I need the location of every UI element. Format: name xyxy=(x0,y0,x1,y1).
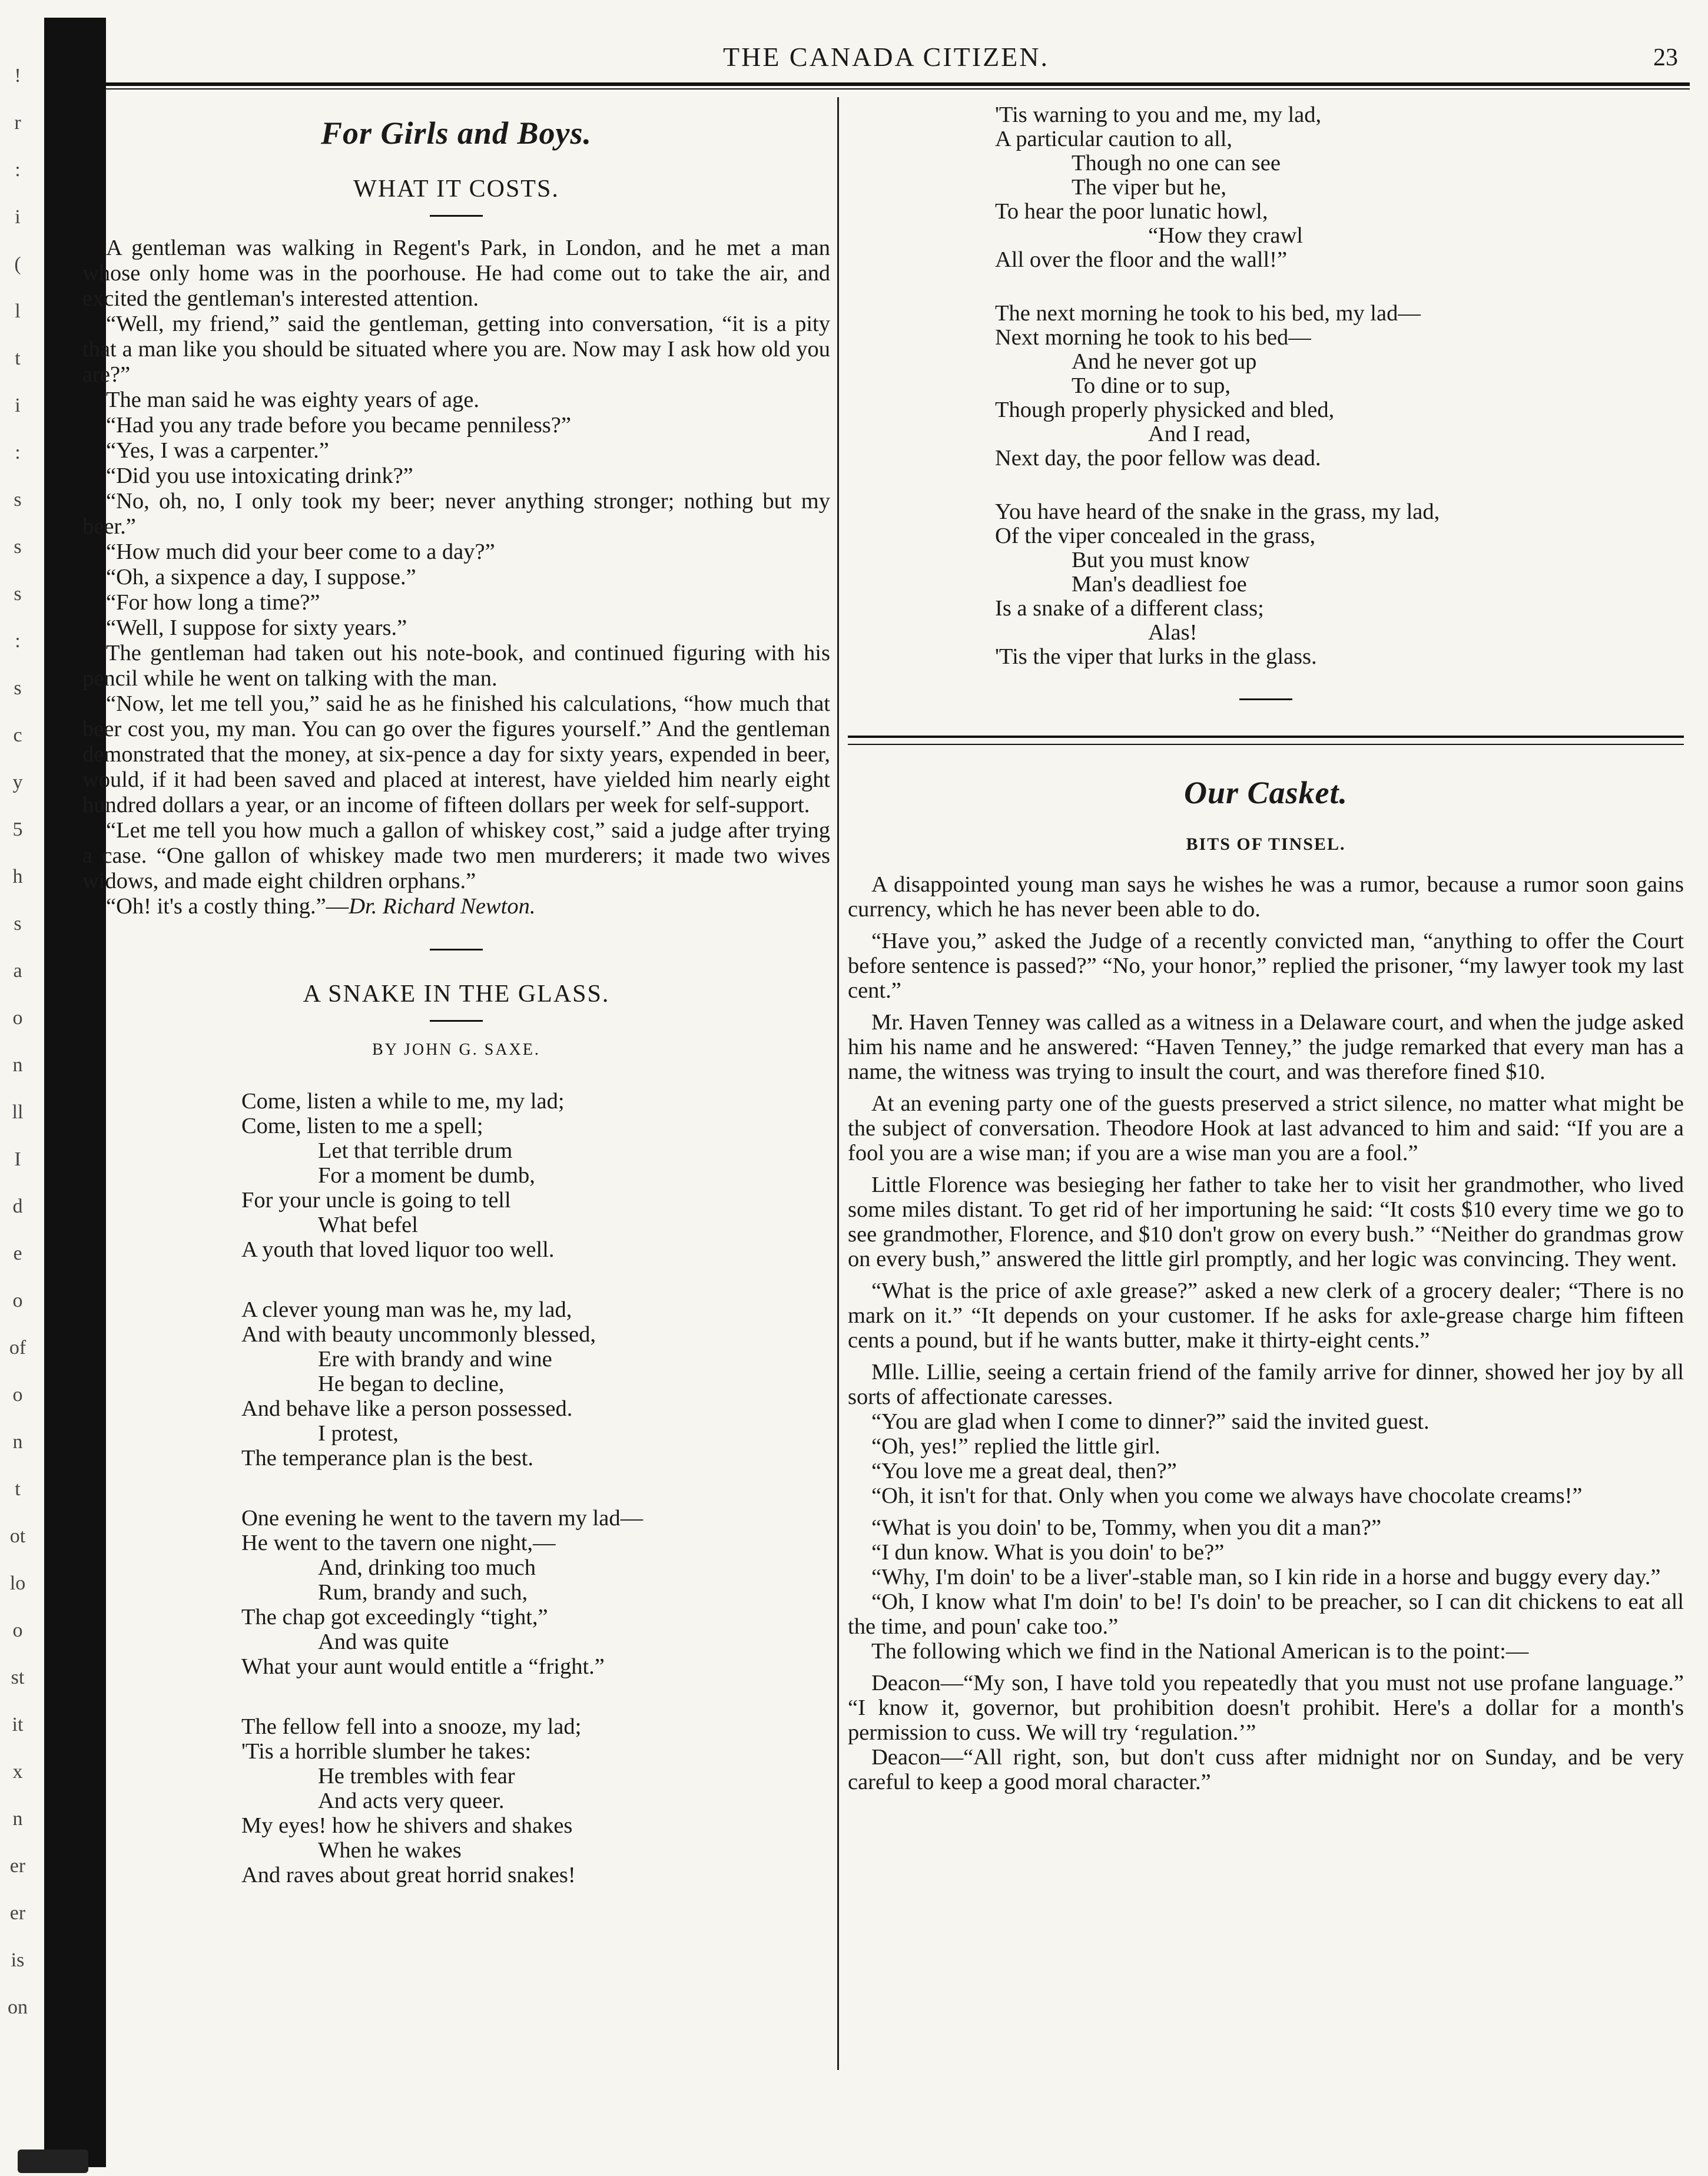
section-double-rule xyxy=(848,736,1684,745)
bleed-fragment: : xyxy=(15,442,21,463)
author-name: Dr. Richard Newton. xyxy=(349,894,536,919)
bleed-fragment: er xyxy=(9,1855,26,1877)
poem-line: Alas! xyxy=(1148,620,1198,645)
poem-stanza xyxy=(995,103,1684,272)
article-body-what-it-costs xyxy=(82,236,830,894)
title-rule xyxy=(430,1020,483,1022)
bleed-fragment: x xyxy=(12,1761,23,1783)
bleed-fragment: st xyxy=(11,1667,25,1688)
paragraph: Mlle. Lillie, seeing a certain friend of the family arrive for dinner, showed her joy by all sorts of affectionate caresses. xyxy=(848,1360,1684,1409)
paragraph: The following which we find in the National American is to the point:— xyxy=(871,1639,1529,1664)
paragraph: A gentleman was walking in Regent's Park, in London, and he met a man whose only home was in the poorhouse. He had come out to take the air, and excited the gentleman's interested attention. xyxy=(82,236,830,311)
poem-stanza xyxy=(995,500,1684,669)
paragraph: “No, oh, no, I only took my beer; never anything stronger; nothing but my beer.” xyxy=(82,489,830,539)
paragraph: “Yes, I was a carpenter.” xyxy=(106,438,329,463)
bleed-fragment: o xyxy=(12,1007,23,1029)
poem-line: For a moment be dumb, xyxy=(318,1163,535,1188)
poem-line: The chap got exceedingly “tight,” xyxy=(241,1605,548,1629)
poem-line: Though no one can see xyxy=(1072,151,1281,175)
paragraph: “Have you,” asked the Judge of a recently convicted man, “anything to offer the Court before sentence is passed?” “No, your honor,” replied the prisoner, “my lawyer took my last cent.” xyxy=(848,929,1684,1003)
ink-blot xyxy=(18,2149,88,2173)
poem-line: For your uncle is going to tell xyxy=(241,1188,511,1213)
bleed-fragment: of xyxy=(9,1337,26,1359)
paragraph: A disappointed young man says he wishes he was a rumor, because a rumor soon gains currency, which he has never been able to do. xyxy=(848,872,1684,922)
poem-stanza xyxy=(241,1506,830,1679)
paragraph: “Oh, yes!” replied the little girl. xyxy=(871,1434,1160,1459)
poem-line: 'Tis the viper that lurks in the glass. xyxy=(995,644,1317,669)
poem-line: He began to decline, xyxy=(318,1372,505,1396)
bleed-fragment: l xyxy=(15,300,21,322)
poem-line: But you must know xyxy=(1072,548,1250,572)
section-title-girls-boys: For Girls and Boys. xyxy=(320,115,592,151)
article-title-what-it-costs: WHAT IT COSTS. xyxy=(353,175,559,203)
poem-line: Let that terrible drum xyxy=(318,1138,513,1163)
paragraph: “Oh, a sixpence a day, I suppose.” xyxy=(106,565,416,589)
poem-line: To dine or to sup, xyxy=(1072,373,1231,398)
poem-continued xyxy=(995,103,1684,669)
article-title-snake-glass: A SNAKE IN THE GLASS. xyxy=(303,981,610,1008)
poem-stanza xyxy=(995,302,1684,471)
poem-line: And with beauty uncommonly blessed, xyxy=(241,1322,596,1347)
poem-line: “How they crawl xyxy=(1148,223,1303,248)
byline: BY JOHN G. SAXE. xyxy=(372,1041,540,1059)
poem-line: And acts very queer. xyxy=(318,1789,505,1813)
header-rule-bottom xyxy=(82,88,1690,90)
poem-line: Of the viper concealed in the grass, xyxy=(995,524,1316,548)
poem-line: And he never got up xyxy=(1072,349,1257,374)
poem-line: Though properly physicked and bled, xyxy=(995,398,1335,422)
poem-line: I protest, xyxy=(318,1421,399,1446)
paragraph: “Did you use intoxicating drink?” xyxy=(106,463,413,488)
paragraph: “Now, let me tell you,” said he as he finished his calculations, “how much that beer cost you, my man. You can go over the figures yourself.” And the gentleman demonstrated that the money, at six-pence a day for sixty years, expended in beer, would, if it had been saved and placed at interest, have yielded him nearly eight hundred dollars a year, or an income of fifteen dollars per week for self-support. xyxy=(82,691,830,817)
bleed-fragment: ( xyxy=(14,253,21,275)
poem-line: A youth that loved liquor too well. xyxy=(241,1237,555,1262)
paragraph: “What is the price of axle grease?” asked a new clerk of a grocery dealer; “There is no mark on it.” “It depends on your customer. If he asks for axle-grease charge him fifteen cents a pound, but if he wants butter, make it thirty-eight cents.” xyxy=(848,1279,1684,1353)
poem-line: 'Tis warning to you and me, my lad, xyxy=(995,102,1322,127)
poem-line: My eyes! how he shivers and shakes xyxy=(241,1813,573,1838)
bleed-fragment: o xyxy=(12,1619,23,1641)
poem-line: To hear the poor lunatic howl, xyxy=(995,199,1268,224)
paragraph: “How much did your beer come to a day?” xyxy=(106,539,495,564)
poem-line: 'Tis a horrible slumber he takes: xyxy=(241,1739,532,1764)
poem-line: Come, listen to me a spell; xyxy=(241,1114,483,1138)
poem-line: The viper but he, xyxy=(1072,175,1226,200)
bleed-fragment: ! xyxy=(14,65,21,87)
bleed-fragment: o xyxy=(12,1290,23,1311)
poem-line: All over the floor and the wall!” xyxy=(995,247,1288,272)
paragraph: Deacon—“All right, son, but don't cuss after midnight nor on Sunday, and be very careful to keep a good moral character.” xyxy=(848,1745,1684,1794)
bleed-fragment: i xyxy=(15,206,21,228)
poem-line: Is a snake of a different class; xyxy=(995,596,1264,621)
section-title-our-casket: Our Casket. xyxy=(1183,775,1348,810)
poem-stanza xyxy=(241,1089,830,1262)
poem-line: The next morning he took to his bed, my lad— xyxy=(995,301,1421,326)
poem-line: What your aunt would entitle a “fright.” xyxy=(241,1654,605,1679)
article-signature xyxy=(82,894,830,919)
paragraph: “Why, I'm doin' to be a liver'-stable man, so I kin ride in a horse and buggy every day.” xyxy=(871,1565,1661,1589)
bleed-fragment: c xyxy=(13,724,22,746)
poem-line: And behave like a person possessed. xyxy=(241,1396,573,1421)
header-rule-top xyxy=(82,82,1690,86)
paragraph: Deacon—“My son, I have told you repeatedly that you must not use profane language.” “I know it, governor, but prohibition doesn't prohibit. Here's a dollar for a month's permission to cuss. We will try ‘regulation.’” xyxy=(848,1671,1684,1745)
bleed-fragment: ot xyxy=(9,1525,26,1547)
poem-line: You have heard of the snake in the grass, my lad, xyxy=(995,499,1440,524)
paragraph: “I dun know. What is you doin' to be?” xyxy=(871,1540,1225,1565)
poem-line: He went to the tavern one night,— xyxy=(241,1531,556,1555)
poem-line: A particular caution to all, xyxy=(995,127,1233,151)
poem-line: And I read, xyxy=(1148,422,1251,446)
poem-line: And, drinking too much xyxy=(318,1555,536,1580)
bleed-fragment: s xyxy=(14,536,22,558)
paragraph: “Oh, I know what I'm doin' to be! I's doin' to be preacher, so I can dit chickens to eat all the time, and poun' cake too.” xyxy=(848,1589,1684,1639)
bleed-fragment: n xyxy=(12,1808,23,1830)
poem-line: And raves about great horrid snakes! xyxy=(241,1863,576,1887)
paragraph: “Had you any trade before you became penniless?” xyxy=(106,413,571,438)
poem-line: He trembles with fear xyxy=(318,1764,515,1789)
paragraph: “What is you doin' to be, Tommy, when you dit a man?” xyxy=(871,1515,1382,1540)
bleed-fragment: 5 xyxy=(12,819,23,840)
right-column xyxy=(848,97,1684,1794)
paragraph: “You are glad when I come to dinner?” said the invited guest. xyxy=(871,1409,1430,1434)
paragraph: “Let me tell you how much a gallon of whiskey cost,” said a judge after trying a case. “One gallon of whiskey made two men murderers; it made two wives widows, and made eight children orphans.” xyxy=(82,818,830,893)
newspaper-title: THE CANADA CITIZEN. xyxy=(723,42,1049,72)
subsection-title-bits-of-tinsel: BITS OF TINSEL. xyxy=(1186,834,1346,854)
bleed-fragment: r xyxy=(14,112,21,134)
poem-line: The temperance plan is the best. xyxy=(241,1446,534,1470)
bleed-fragment: t xyxy=(15,347,21,369)
bleed-fragment: I xyxy=(14,1148,21,1170)
poem-snake-glass xyxy=(241,1089,830,1887)
article-separator xyxy=(430,949,483,950)
poem-line: Rum, brandy and such, xyxy=(318,1580,528,1605)
bleed-fragment: a xyxy=(13,960,22,982)
paragraph: Little Florence was besieging her father to take her to visit her grandmother, who lived some miles distant. To get rid of her importuning he said: “It costs $10 every time we go to see grandmother, Florence, and $10 don't grow on every bush.” “Neither do grandmas grow on every bush,” answered the little girl promptly, and her logic was convincing. They went. xyxy=(848,1173,1684,1271)
poem-line: One evening he went to the tavern my lad— xyxy=(241,1506,644,1531)
bleed-fragment: t xyxy=(15,1478,21,1500)
bleed-fragment: h xyxy=(12,866,23,887)
poem-stanza xyxy=(241,1714,830,1887)
paragraph: “Well, I suppose for sixty years.” xyxy=(106,615,407,640)
poem-line: Man's deadliest foe xyxy=(1072,572,1247,597)
title-rule xyxy=(430,215,483,217)
paragraph: “For how long a time?” xyxy=(106,590,320,615)
bleed-fragment: : xyxy=(15,630,21,652)
poem-line: The fellow fell into a snooze, my lad; xyxy=(241,1714,582,1739)
closing-quote: “Oh! it's a costly thing.”— xyxy=(106,894,349,919)
paragraph: At an evening party one of the guests preserved a strict silence, no matter what might be the subject of conversation. Theodore Hook at last advanced to him and said: “If you are a fool you are a wise man; if you are a wise man you are a fool.” xyxy=(848,1091,1684,1165)
bleed-fragment: i xyxy=(15,395,21,416)
bleed-fragment: n xyxy=(12,1431,23,1453)
page-number: 23 xyxy=(1653,44,1678,71)
paragraph: “Oh, it isn't for that. Only when you come we always have chocolate creams!” xyxy=(871,1483,1583,1508)
bleed-fragment: s xyxy=(14,489,22,511)
bleed-fragment: ll xyxy=(12,1101,24,1123)
bleed-fragment: d xyxy=(12,1195,23,1217)
bleed-fragment: s xyxy=(14,913,22,935)
paragraph: Mr. Haven Tenney was called as a witness in a Delaware court, and when the judge asked him his name and he answered: “Haven Tenney,” the judge remarked that every man has a name, the witness was trying to insult the court, and was therefore fined $10. xyxy=(848,1010,1684,1084)
poem-end-rule xyxy=(1239,698,1292,700)
paragraph: “Well, my friend,” said the gentleman, getting into conversation, “it is a pity that a man like you should be situated where you are. Now may I ask how old you are?” xyxy=(82,312,830,387)
poem-line: A clever young man was he, my lad, xyxy=(241,1297,572,1322)
bleed-fragment: : xyxy=(15,159,21,181)
poem-stanza xyxy=(241,1297,830,1470)
bleed-fragment: s xyxy=(14,583,22,605)
bleed-fragment: lo xyxy=(9,1572,26,1594)
poem-line: Next morning he took to his bed— xyxy=(995,325,1311,350)
poem-line: Ere with brandy and wine xyxy=(318,1347,552,1372)
poem-line: Next day, the poor fellow was dead. xyxy=(995,446,1321,471)
bleed-fragment: it xyxy=(12,1714,24,1735)
column-divider xyxy=(837,97,839,2070)
paragraph: The gentleman had taken out his note-book, and continued figuring with his pencil while he went on talking with the man. xyxy=(82,641,830,691)
paragraph: The man said he was eighty years of age. xyxy=(106,387,479,412)
bleed-fragment: on xyxy=(8,1996,28,2018)
paragraph: “You love me a great deal, then?” xyxy=(871,1459,1177,1483)
bits-of-tinsel-body xyxy=(848,872,1684,1794)
bleed-fragment: s xyxy=(14,677,22,699)
poem-line: And was quite xyxy=(318,1629,449,1654)
left-column xyxy=(82,97,830,1923)
poem-line: What befel xyxy=(318,1213,418,1237)
poem-line: When he wakes xyxy=(318,1838,462,1863)
bleed-fragment: y xyxy=(12,771,23,793)
bleed-fragment: n xyxy=(12,1054,23,1076)
bleed-fragment: er xyxy=(9,1902,26,1924)
bleed-fragment: e xyxy=(13,1243,22,1264)
bleed-fragment: o xyxy=(12,1384,23,1406)
poem-line: Come, listen a while to me, my lad; xyxy=(241,1089,565,1114)
bleed-fragment: is xyxy=(11,1949,25,1971)
